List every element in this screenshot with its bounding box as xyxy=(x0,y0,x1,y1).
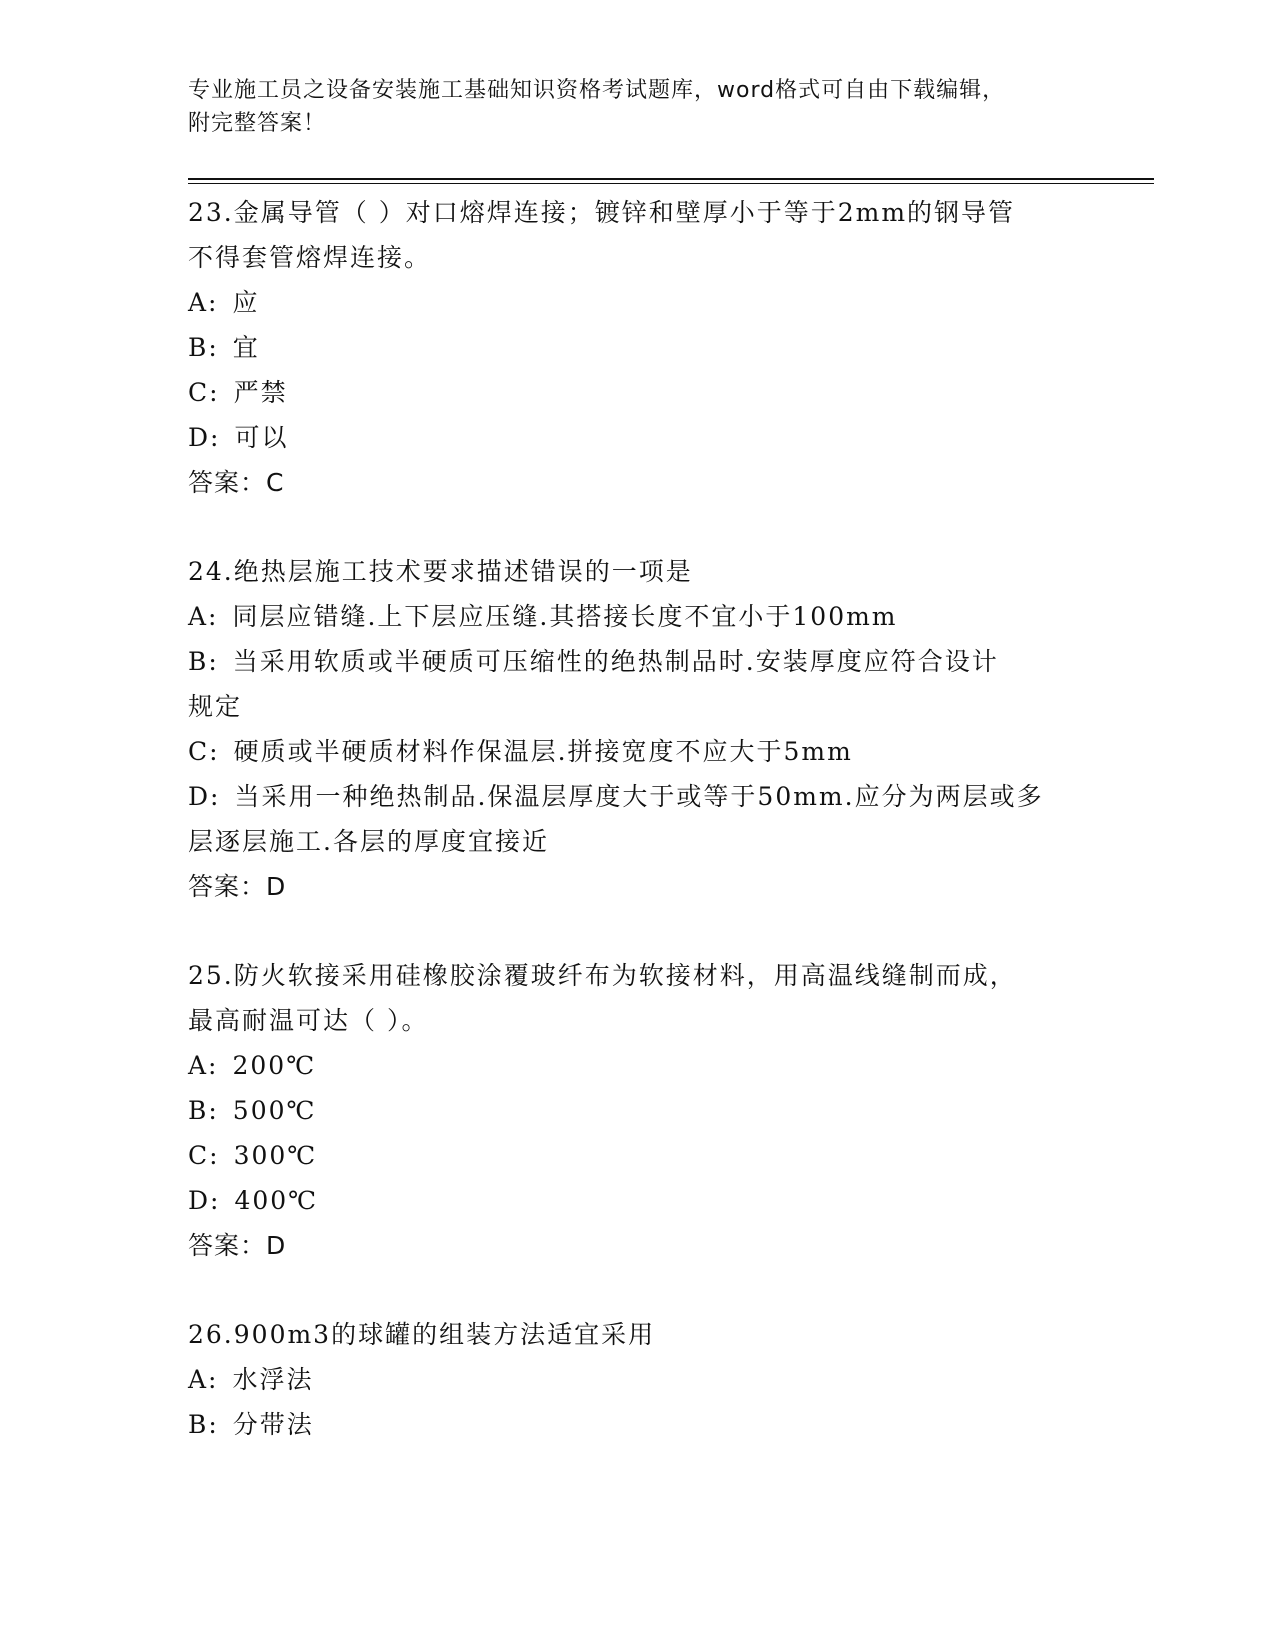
question-text-line: 26.900m3的球罐的组装方法适宜采用 xyxy=(188,1320,656,1349)
option-key: A: xyxy=(188,1365,219,1394)
option-text: 400℃ xyxy=(234,1186,319,1215)
question-block xyxy=(188,1312,1088,1447)
option-key: D: xyxy=(188,1186,221,1215)
option-key: B: xyxy=(188,1410,219,1439)
document-header xyxy=(188,74,1088,140)
option-key: C: xyxy=(188,1141,220,1170)
option-line: 规定 xyxy=(188,692,243,721)
option-text: 分带法 xyxy=(232,1410,314,1439)
option-line xyxy=(188,1178,1088,1223)
option-text: 严禁 xyxy=(233,378,288,407)
option-line xyxy=(188,325,1088,370)
option-line xyxy=(188,1088,1088,1133)
option-line xyxy=(188,774,1088,819)
header-line-2: 附完整答案！ xyxy=(188,111,327,136)
option-text: 应 xyxy=(232,288,260,317)
option-line xyxy=(188,1357,1088,1402)
option-text: 可以 xyxy=(234,423,289,452)
option-line xyxy=(188,370,1088,415)
option-line xyxy=(188,594,1088,639)
question-text-line: 24.绝热层施工技术要求描述错误的一项是 xyxy=(188,557,693,586)
answer-line: 答案：D xyxy=(188,1231,287,1260)
option-key: B: xyxy=(188,1096,219,1125)
question-list xyxy=(188,190,1088,1491)
question-text-line: 23.金属导管（ ）对口熔焊连接；镀锌和壁厚小于等于2mm的钢导管 xyxy=(188,198,1016,227)
option-line xyxy=(188,1402,1088,1447)
option-key: D: xyxy=(188,423,221,452)
option-text: 当采用一种绝热制品.保温层厚度大于或等于50mm.应分为两层或多 xyxy=(234,782,1044,811)
option-line xyxy=(188,729,1088,774)
option-text: 500℃ xyxy=(232,1096,317,1125)
answer-line: 答案：D xyxy=(188,872,287,901)
option-line xyxy=(188,1133,1088,1178)
option-text: 300℃ xyxy=(233,1141,318,1170)
question-text-line: 不得套管熔焊连接。 xyxy=(188,243,432,272)
question-block xyxy=(188,549,1088,909)
option-line xyxy=(188,415,1088,460)
option-text: 宜 xyxy=(232,333,260,362)
option-text: 同层应错缝.上下层应压缝.其搭接长度不宜小于100mm xyxy=(232,602,898,631)
option-text: 当采用软质或半硬质可压缩性的绝热制品时.安装厚度应符合设计 xyxy=(232,647,999,676)
answer-line: 答案：C xyxy=(188,468,285,497)
option-key: B: xyxy=(188,647,219,676)
option-key: A: xyxy=(188,1051,219,1080)
question-block xyxy=(188,190,1088,505)
option-line xyxy=(188,639,1088,684)
option-text: 水浮法 xyxy=(232,1365,314,1394)
option-key: C: xyxy=(188,737,220,766)
question-block xyxy=(188,953,1088,1268)
header-divider-thin xyxy=(188,183,1154,184)
option-text: 200℃ xyxy=(232,1051,317,1080)
option-text: 硬质或半硬质材料作保温层.拼接宽度不应大于5mm xyxy=(233,737,853,766)
option-key: D: xyxy=(188,782,221,811)
option-key: C: xyxy=(188,378,220,407)
header-divider-thick xyxy=(188,178,1154,180)
option-line xyxy=(188,280,1088,325)
question-text-line: 最高耐温可达（ ）。 xyxy=(188,1006,429,1035)
option-key: A: xyxy=(188,288,219,317)
option-line: 层逐层施工.各层的厚度宜接近 xyxy=(188,827,549,856)
option-key: B: xyxy=(188,333,219,362)
option-key: A: xyxy=(188,602,219,631)
option-line xyxy=(188,1043,1088,1088)
header-line-1: 专业施工员之设备安装施工基础知识资格考试题库，word格式可自由下载编辑， xyxy=(188,78,1006,103)
question-text-line: 25.防火软接采用硅橡胶涂覆玻纤布为软接材料，用高温线缝制而成， xyxy=(188,961,1017,990)
